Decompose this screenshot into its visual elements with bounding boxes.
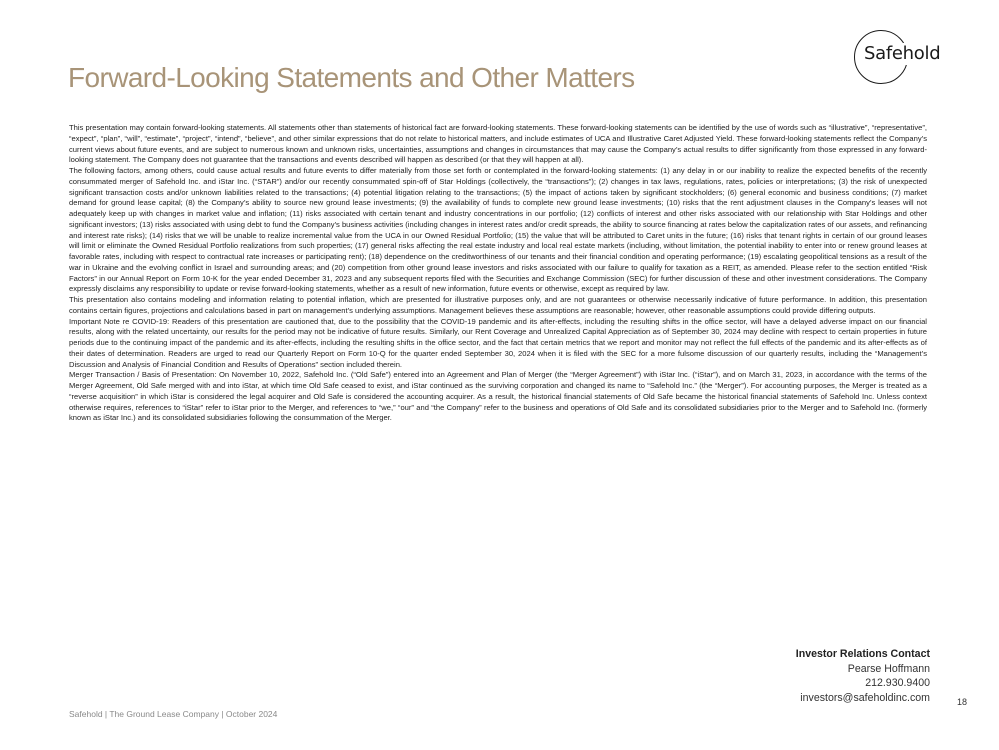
contact-name: Pearse Hoffmann xyxy=(847,662,930,675)
page-title: Forward-Looking Statements and Other Matters xyxy=(68,62,635,93)
paragraph-forward-looking: This presentation may contain forward-looking statements. All statements other than statements of historical fact are forward-looking statements. These forward-looking statements can be identified by the use of words such as “illustrative”, “representative”, “expect”, “plan”, “will”, “estimate”, “project”, “intend”, “believe”, and other similar expressions that do not relate to historical matters, and include estimates of UCA and Illustrative Caret Adjusted Yield. These forward-looking statements reflect the Company’s current views about future events, and are subject to numerous known and unknown risks, uncertainties, assumptions and changes in circumstances that may cause the Company’s actual results to differ significantly from those expressed in any forward-looking statement. The Company does not guarantee that the transactions and events described will happen as described (or that they will happen at all). xyxy=(69,123,927,165)
footer-text: Safehold | The Ground Lease Company | October 2024 xyxy=(69,709,278,719)
paragraph-covid-note: Important Note re COVID-19: Readers of this presentation are cautioned that, due to the possibility that the COVID-19 pandemic and its after-effects, including the resulting shifts in the office sector, will have a delayed adverse impact on our financial results, along with the related uncertainty, our results for the period may not be indicative of future results. Similarly, our Rent Coverage and Unrealized Capital Appreciation as of September 30, 2024 may decline with respect to certain properties in future periods due to the continuing impact of the pandemic and its after-effects, including the resulting shifts in the office sector, and the fact that certain metrics that we report and monitor may not reflect the full effects of the pandemic and its after-effects as of their dates of determination. Readers are urged to read our Quarterly Report on Form 10-Q for the quarter ended September 30, 2024 when it is filed with the SEC for a more fulsome discussion of our quarterly results, including the “Management’s Discussion and Analysis of Financial Condition and Results of Operations” section included therein. xyxy=(69,316,927,369)
paragraph-risk-factors: The following factors, among others, could cause actual results and future events to differ materially from those set forth or contemplated in the forward-looking statements: (1) any delay in or our inability to realize the expected benefits of the recently consummated merger of Safehold Inc. and iStar Inc. (“STAR”) and/or our recently consummated spin-off of Star Holdings (collectively, the “transactions”); (2) changes in tax laws, regulations, rates, policies or interpretations; (3) the risk of unexpected significant transaction costs and/or unknown liabilities related to the transactions; (4) potential litigation relating to the transactions; (5) the impact of actions taken by significant stockholders; (6) general economic and business conditions; (7) market demand for ground lease capital; (8) the Company’s ability to source new ground lease investments; (9) the availability of funds to complete new ground lease investments; (10) risks that the rent adjustment clauses in the Company’s leases will not adequately keep up with changes in market value and inflation; (11) risks associated with certain tenant and industry concentrations in our portfolio; (12) conflicts of interest and other risks associated with our relationship with Star Holdings and other significant investors; (13) risks associated with using debt to fund the Company’s business activities (including changes in interest rates and/or credit spreads, the ability to source financing at rates below the capitalization rates of our assets, and refinancing and interest rate risks); (14) risks that we will be unable to realize incremental value from the UCA in our Owned Residual Portfolio; (15) the value that will be attributed to Caret units in the future; (16) risks that tenant rights in certain of our ground leases will limit or eliminate the Owned Residual Portfolio realizations from such properties; (17) general risks affecting the real estate industry and local real estate markets (including, without limitation, the potential inability to enter into or renew ground leases at favorable rates, including with respect to contractual rate increases or participating rent); (18) dependence on the creditworthiness of our tenants and their financial condition and operating performance; (19) escalating geopolitical tensions as a result of the war in Ukraine and the evolving conflict in Israel and surrounding areas; and (20) competition from other ground lease investors and risks associated with our failure to qualify for taxation as a REIT, as amended. Please refer to the section entitled “Risk Factors” in our Annual Report on Form 10-K for the year ended December 31, 2023 and any subsequent reports filed with the Securities and Exchange Commission (SEC) for further discussion of these and other investment considerations. The Company expressly disclaims any responsibility to update or revise forward-looking statements, whether as a result of new information, future events or otherwise, except as required by law. xyxy=(69,166,927,294)
contact-email: investors@safeholdinc.com xyxy=(800,691,930,704)
disclaimer-body xyxy=(69,123,927,424)
safehold-logo: Safehold xyxy=(864,43,941,64)
paragraph-inflation-modeling: This presentation also contains modeling and information relating to potential inflation, which are presented for illustrative purposes only, and are not guarantees or otherwise necessarily indicative of future performance. In addition, this presentation contains certain figures, projections and calculations based in part on management’s underlying assumptions. Management believes these assumptions are reasonable; however, other reasonable assumptions could provide differing outputs. xyxy=(69,295,927,315)
contact-heading: Investor Relations Contact xyxy=(795,648,930,660)
paragraph-merger-transaction: Merger Transaction / Basis of Presentation: On November 10, 2022, Safehold Inc. (“Old Safe”) entered into an Agreement and Plan of Merger (the “Merger Agreement”) with iStar Inc. (“iStar”), and on March 31, 2023, in accordance with the terms of the Merger Agreement, Old Safe merged with and into iStar, at which time Old Safe ceased to exist, and iStar continued as the surviving corporation and changed its name to “Safehold Inc.” (the “Merger”). For accounting purposes, the Merger is treated as a “reverse acquisition” in which iStar is considered the legal acquirer and Old Safe is considered the accounting acquirer. As a result, the historical financial statements of Old Safe became the historical financial statements of Safehold Inc. Unless context otherwise requires, references to “iStar” refer to iStar prior to the Merger, and references to “we,” “our” and “the Company” refer to the business and operations of Old Safe and its consolidated subsidiaries prior to the Merger and to Safehold Inc. (formerly known as iStar Inc.) and its consolidated subsidiaries following the consummation of the Merger. xyxy=(69,370,927,423)
page-number: 18 xyxy=(957,697,968,707)
contact-phone: 212.930.9400 xyxy=(865,677,930,689)
investor-contact-block xyxy=(796,647,930,705)
